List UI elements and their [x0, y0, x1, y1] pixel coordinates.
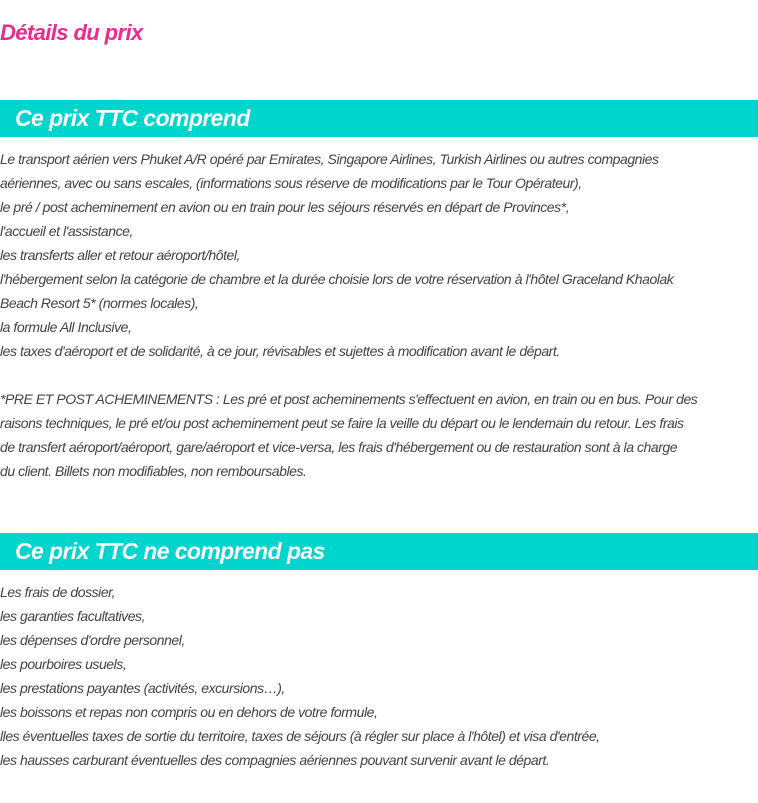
excluded-list [0, 580, 758, 772]
excluded-line: les boissons et repas non compris ou en dehors de votre formule, [0, 704, 378, 720]
included-line: les transferts aller et retour aéroport/hôtel, [0, 247, 240, 263]
excluded-line: Les frais de dossier, [0, 584, 116, 600]
included-line: aériennes, avec ou sans escales, (informations sous réserve de modifications par le Tour Opérateur), [0, 175, 582, 191]
note-line: du client. Billets non modifiables, non remboursables. [0, 463, 307, 479]
note-line: raisons techniques, le pré et/ou post acheminement peut se faire la veille du départ ou le lendemain du retour. Les frais [0, 415, 684, 431]
excluded-line: les garanties facultatives, [0, 608, 146, 624]
included-line: la formule All Inclusive, [0, 319, 132, 335]
excluded-line: les pourboires usuels, [0, 656, 127, 672]
included-line: Beach Resort 5* (normes locales), [0, 295, 199, 311]
included-line: le pré / post acheminement en avion ou en train pour les séjours réservés en départ de Provinces*, [0, 199, 570, 215]
note-line: de transfert aéroport/aéroport, gare/aéroport et vice-versa, les frais d'hébergement ou de restauration sont à la charge [0, 439, 678, 455]
excluded-heading: Ce prix TTC ne comprend pas [0, 533, 758, 570]
included-line: Le transport aérien vers Phuket A/R opéré par Emirates, Singapore Airlines, Turkish Airlines ou autres compagnies [0, 151, 659, 167]
included-line: l'hébergement selon la catégorie de chambre et la durée choisie lors de votre réservation à l'hôtel Graceland Khaolak [0, 271, 674, 287]
excluded-line: lles éventuelles taxes de sortie du territoire, taxes de séjours (à régler sur place à l'hôtel) et visa d'entrée, [0, 728, 600, 744]
note-line: *PRE ET POST ACHEMINEMENTS : Les pré et post acheminements s'effectuent en avion, en train ou en bus. Pour des [0, 391, 698, 407]
excluded-line: les prestations payantes (activités, excursions…), [0, 680, 285, 696]
included-line: les taxes d'aéroport et de solidarité, à ce jour, révisables et sujettes à modification avant le départ. [0, 343, 560, 359]
excluded-line: les dépenses d'ordre personnel, [0, 632, 185, 648]
page-title: Détails du prix [0, 20, 143, 45]
included-line: l'accueil et l'assistance, [0, 223, 133, 239]
excluded-line: les hausses carburant éventuelles des compagnies aériennes pouvant survenir avant le départ. [0, 752, 550, 768]
included-heading: Ce prix TTC comprend [0, 100, 758, 137]
included-list [0, 147, 758, 483]
